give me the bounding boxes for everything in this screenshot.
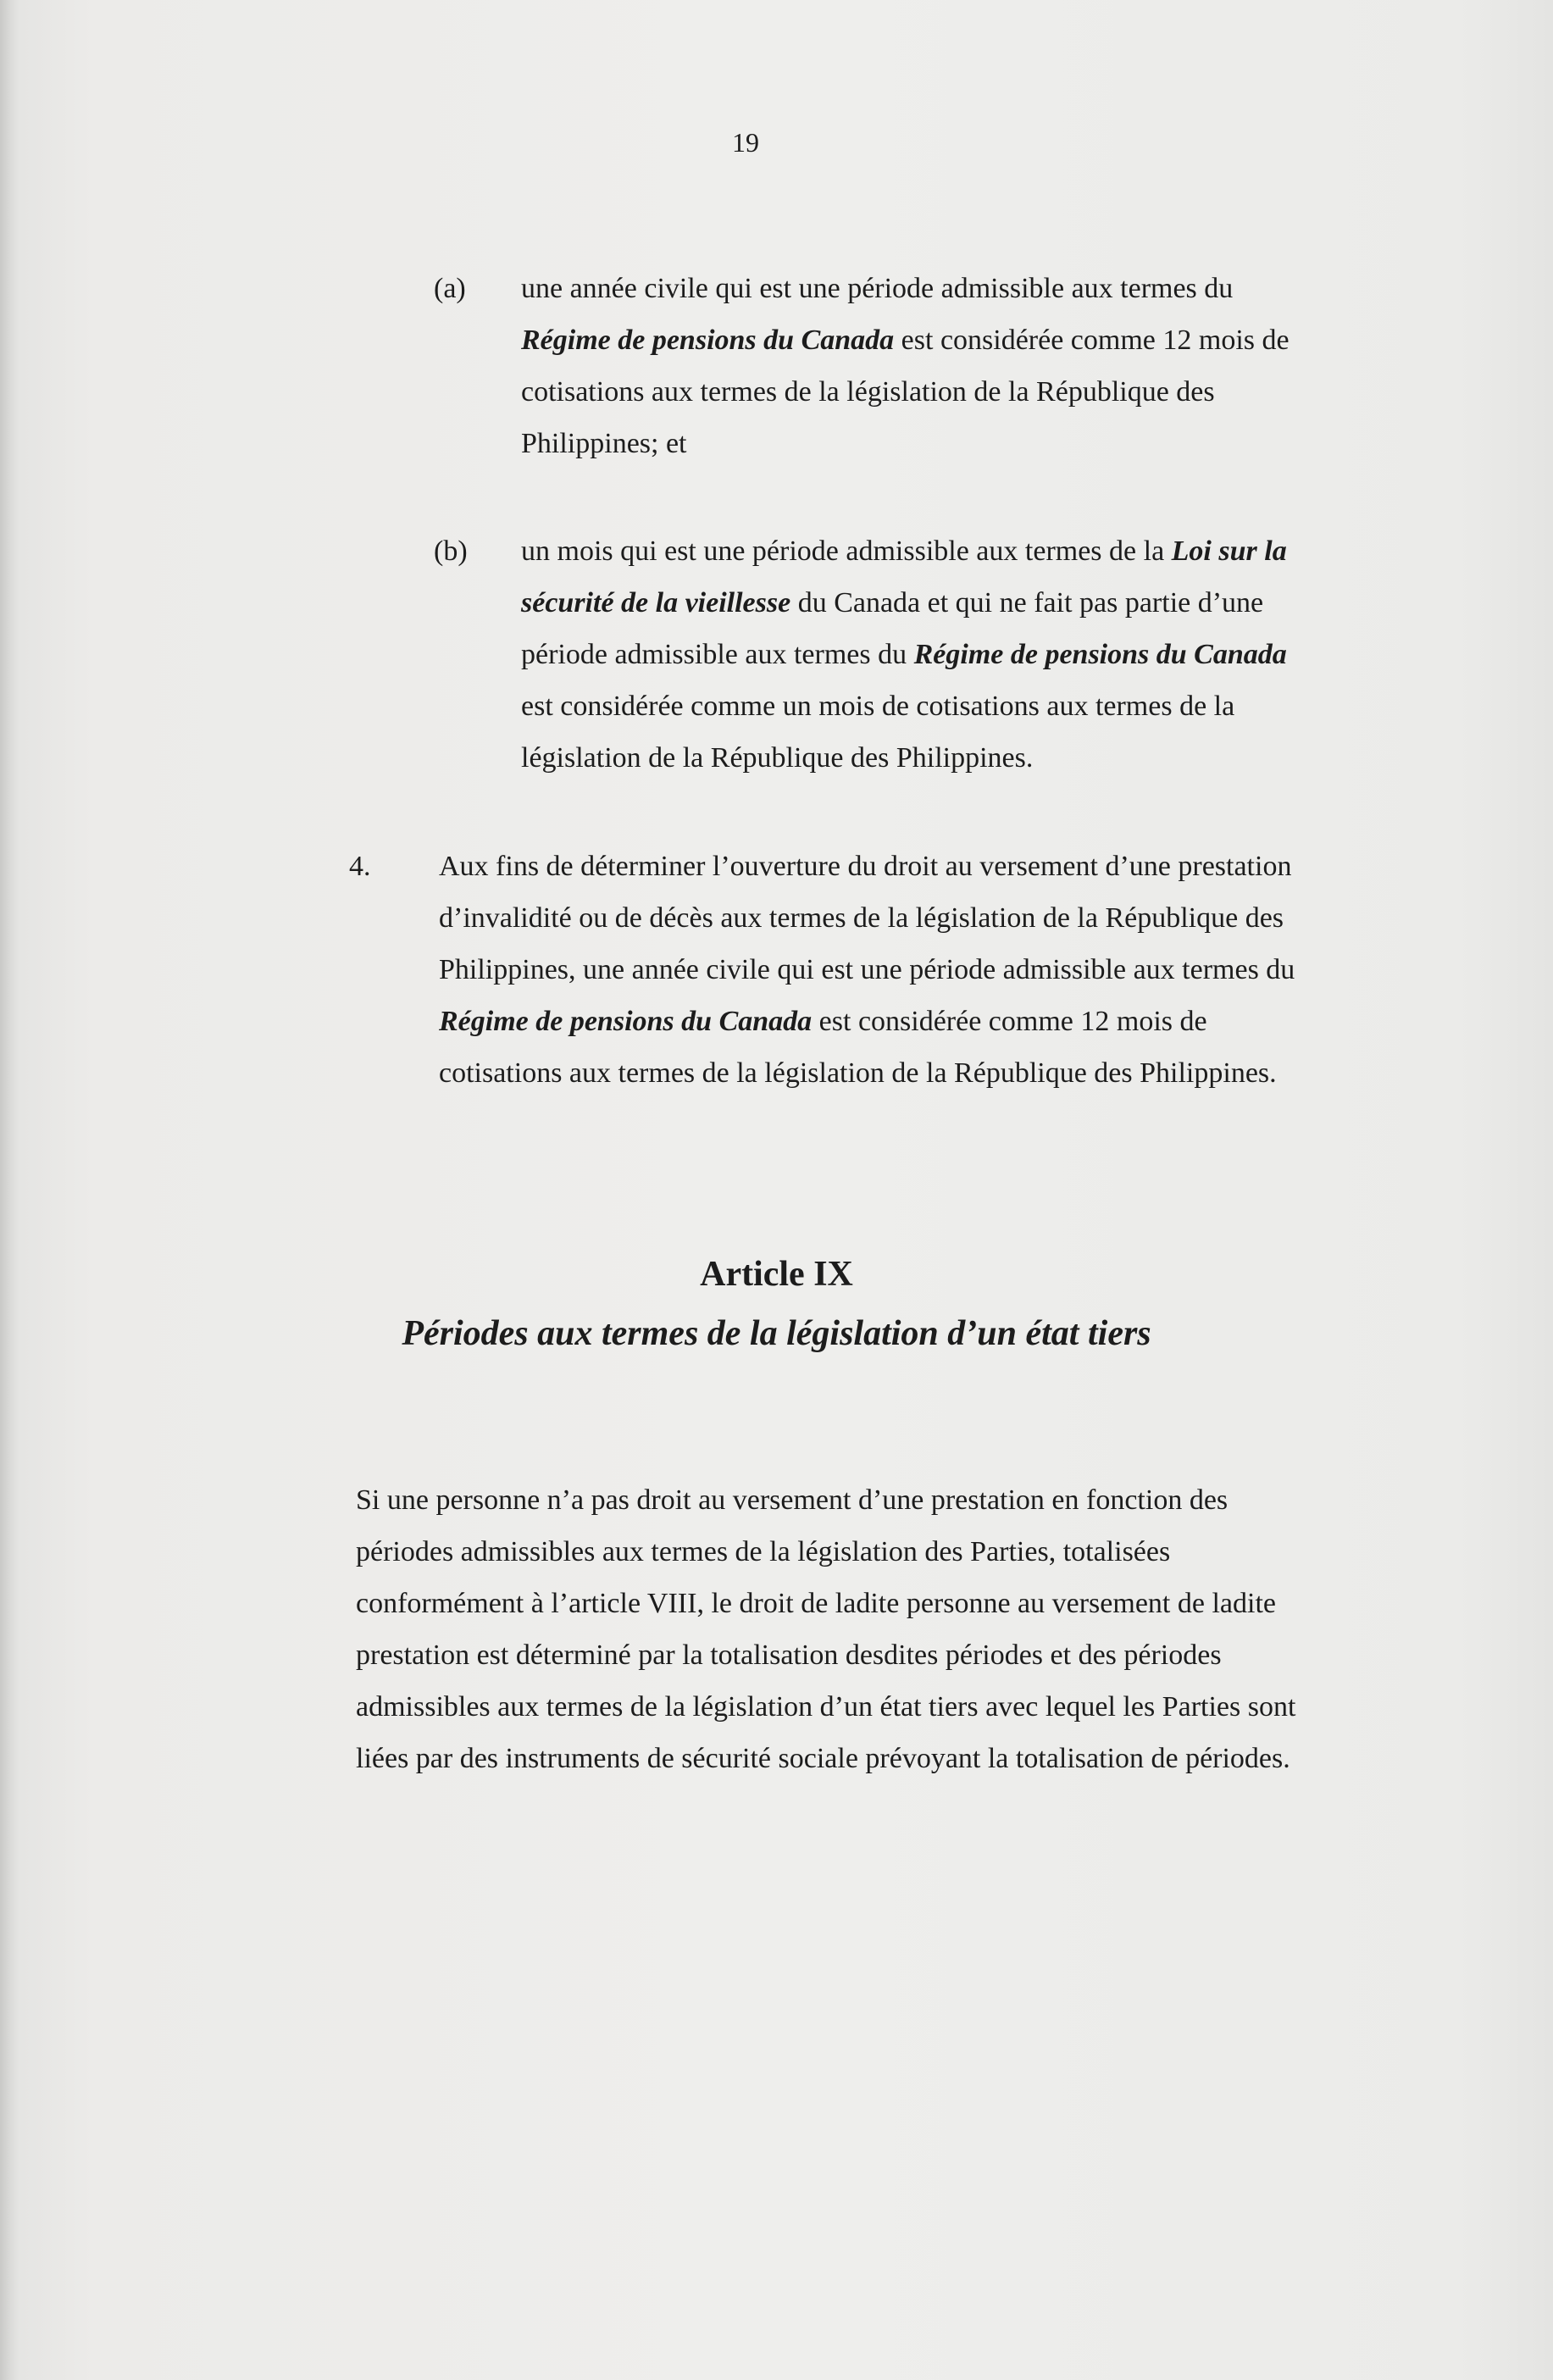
subparagraph-marker: (a) <box>434 273 466 304</box>
text-segment: est considérée comme 12 mois de cotisations aux termes de la législation de la République des Philippines; et <box>521 325 1290 459</box>
article-subtitle: Périodes aux termes de la législation d’un état tiers <box>402 1314 1151 1353</box>
paragraph-text <box>439 840 1320 1099</box>
article-title: Article IX <box>700 1255 853 1294</box>
subparagraph-text <box>521 525 1317 784</box>
text-segment: Aux fins de déterminer l’ouverture du droit au versement d’une prestation d’invalidité ou de décès aux termes de la législation de la République des Philippines, une année civile qui est une période admissible aux termes du <box>439 851 1295 985</box>
subparagraph-text <box>521 263 1301 469</box>
text-segment: est considérée comme un mois de cotisations aux termes de la législation de la République des Philippines. <box>521 691 1235 774</box>
paragraph-marker: 4. <box>349 851 371 882</box>
page-number: 19 <box>732 127 759 158</box>
text-segment: une année civile qui est une période admissible aux termes du <box>521 273 1234 304</box>
article-body: Si une personne n’a pas droit au versement d’une prestation en fonction des périodes admissibles aux termes de la législation des Parties, totalisées conformément à l’article VIII, le droit de ladite personne au versement de ladite prestation est déterminé par la totalisation desdites périodes et des périodes admissibles aux termes de la législation d’un état tiers avec lequel les Parties sont liées par des instruments de sécurité sociale prévoyant la totalisation de périodes. <box>356 1484 1296 1774</box>
page-edge-shadow <box>0 0 19 2380</box>
italic-segment: Régime de pensions du Canada <box>521 325 895 356</box>
italic-segment: Régime de pensions du Canada <box>439 1006 813 1037</box>
text-segment: est considérée comme 12 mois de cotisations aux termes de la législation de la République des Philippines. <box>439 1006 1277 1089</box>
italic-segment: Loi sur la sécurité de la vieillesse <box>521 535 1287 619</box>
text-segment: un mois qui est une période admissible aux termes de la <box>521 535 1172 567</box>
subparagraph-marker: (b) <box>434 535 468 567</box>
text-segment: du Canada et qui ne fait pas partie d’une période admissible aux termes du <box>521 587 1264 670</box>
italic-segment: Régime de pensions du Canada <box>913 639 1287 670</box>
